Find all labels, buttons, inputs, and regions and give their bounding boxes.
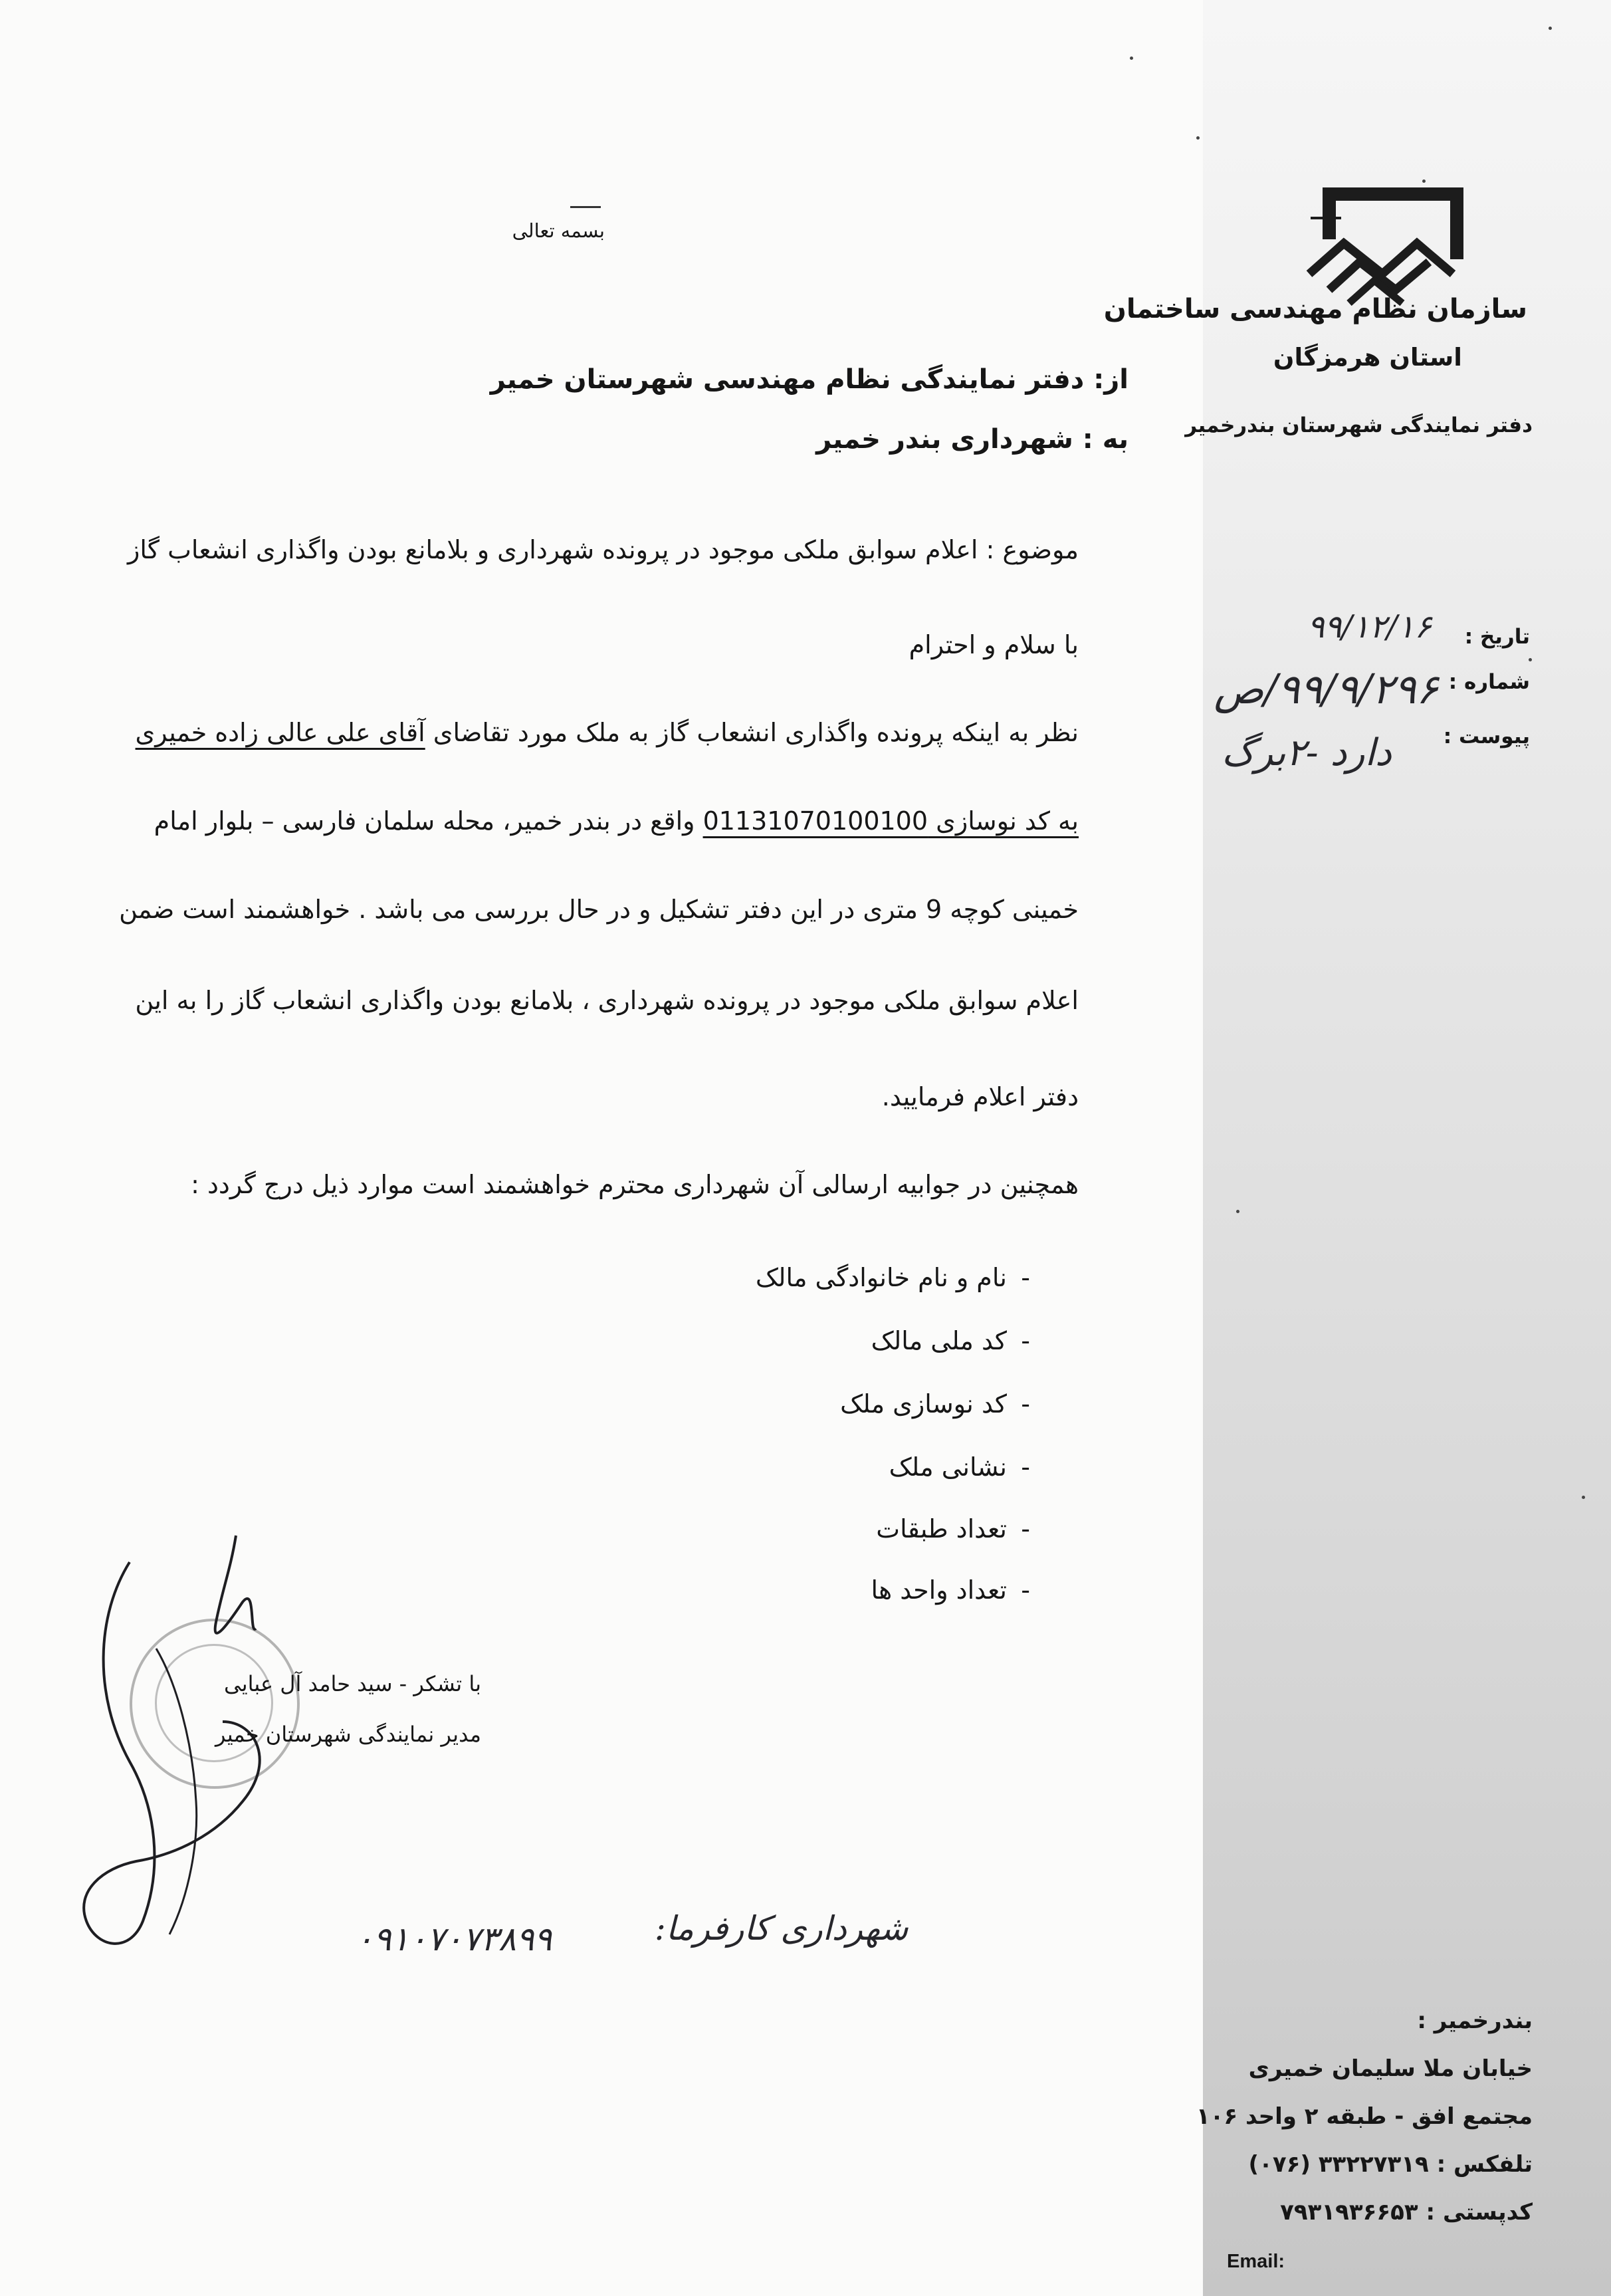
closing-line: با تشکر - سید حامد آل عبایی: [224, 1671, 481, 1696]
paragraph-line-4: اعلام سوابق ملکی موجود در پرونده شهرداری ، بلامانع بودن واگذاری انشعاب گاز را به این: [135, 986, 1079, 1015]
handwritten-signature: [56, 1522, 296, 1988]
address-building: مجتمع افق - طبقه ۲ واحد ۱۰۶: [1196, 2103, 1533, 2130]
attachment-label: پیوست :: [1443, 725, 1530, 748]
number-label: شماره :: [1448, 670, 1530, 694]
list-item: نشانی ملک: [889, 1452, 1007, 1482]
org-name: سازمان نظام مهندسی ساختمان: [1103, 294, 1527, 324]
list-item: کد نوسازی ملک: [840, 1389, 1007, 1419]
list-item: نام و نام خانوادگی مالک: [755, 1263, 1007, 1292]
org-province: استان هرمزگان: [1273, 343, 1462, 372]
paragraph-text: واقع در بندر خمیر، محله سلمان فارسی – بلوار امام: [154, 806, 703, 836]
org-office: دفتر نمایندگی شهرستان بندرخمیر: [1185, 413, 1533, 437]
address-fax: تلفکس : ۳۳۲۲۷۳۱۹ (۰۷۶): [1248, 2151, 1533, 2178]
list-item: کد ملی مالک: [871, 1326, 1007, 1355]
date-label: تاریخ :: [1464, 625, 1530, 649]
email-label: Email:: [1227, 2251, 1285, 2272]
list-dash: -: [1021, 1263, 1030, 1292]
date-value: ۹۹/۱۲/۱۶: [1307, 608, 1432, 645]
address-street: خیابان ملا سلیمان خمیری: [1248, 2055, 1533, 2082]
list-dash: -: [1021, 1389, 1030, 1419]
paragraph-line-1: [136, 718, 1079, 747]
applicant-name: آقای علی عالی زاده خمیری: [135, 718, 425, 747]
engineering-organization-logo: [1303, 179, 1469, 306]
basmala-mark: [570, 206, 601, 208]
paragraph-text: نظر به اینکه پرونده واگذاری انشعاب گاز به ملک مورد تقاضای: [425, 718, 1079, 747]
to-line: به : شهرداری بندر خمیر: [816, 424, 1128, 455]
list-item: تعداد واحد ها: [871, 1575, 1007, 1605]
handwritten-note: شهرداری کارفرما:: [655, 1909, 909, 1948]
list-dash: -: [1021, 1326, 1030, 1355]
address-postal: کدپستی : ۷۹۳۱۹۳۶۶۵۳: [1280, 2199, 1533, 2226]
from-line: از: دفتر نمایندگی نظام مهندسی شهرستان خمیر: [490, 364, 1128, 395]
paragraph-2: همچنین در جوابیه ارسالی آن شهرداری محترم خواهشمند است موارد ذیل درج گردد :: [191, 1170, 1079, 1199]
paragraph-line-5: دفتر اعلام فرمایید.: [881, 1082, 1079, 1111]
list-dash: -: [1021, 1452, 1030, 1482]
handwritten-phone: ۰۹۱۰۷۰۷۳۸۹۹: [356, 1920, 552, 1958]
renewal-code: به کد نوسازی 01131070100100: [702, 806, 1079, 836]
signer-title: مدیر نمایندگی شهرستان خمیر: [215, 1722, 481, 1747]
paragraph-line-2: [154, 806, 1079, 836]
subject-line: موضوع : اعلام سوابق ملکی موجود در پرونده شهرداری و بلامانع بودن واگذاری انشعاب گاز: [127, 535, 1079, 564]
basmala: بسمه تعالی: [512, 219, 605, 242]
list-dash: -: [1021, 1575, 1030, 1605]
list-dash: -: [1021, 1514, 1030, 1544]
address-city: بندرخمیر :: [1417, 2008, 1533, 2034]
paragraph-line-3: خمینی کوچه 9 متری در این دفتر تشکیل و در حال بررسی می باشد . خواهشمند است ضمن: [119, 895, 1079, 924]
attachment-value: دارد -۲برگ: [1222, 731, 1392, 774]
greeting: با سلام و احترام: [909, 630, 1079, 659]
number-value: ۹۹/۹/۲۹۶/ص: [1214, 665, 1438, 713]
list-item: تعداد طبقات: [876, 1514, 1007, 1544]
